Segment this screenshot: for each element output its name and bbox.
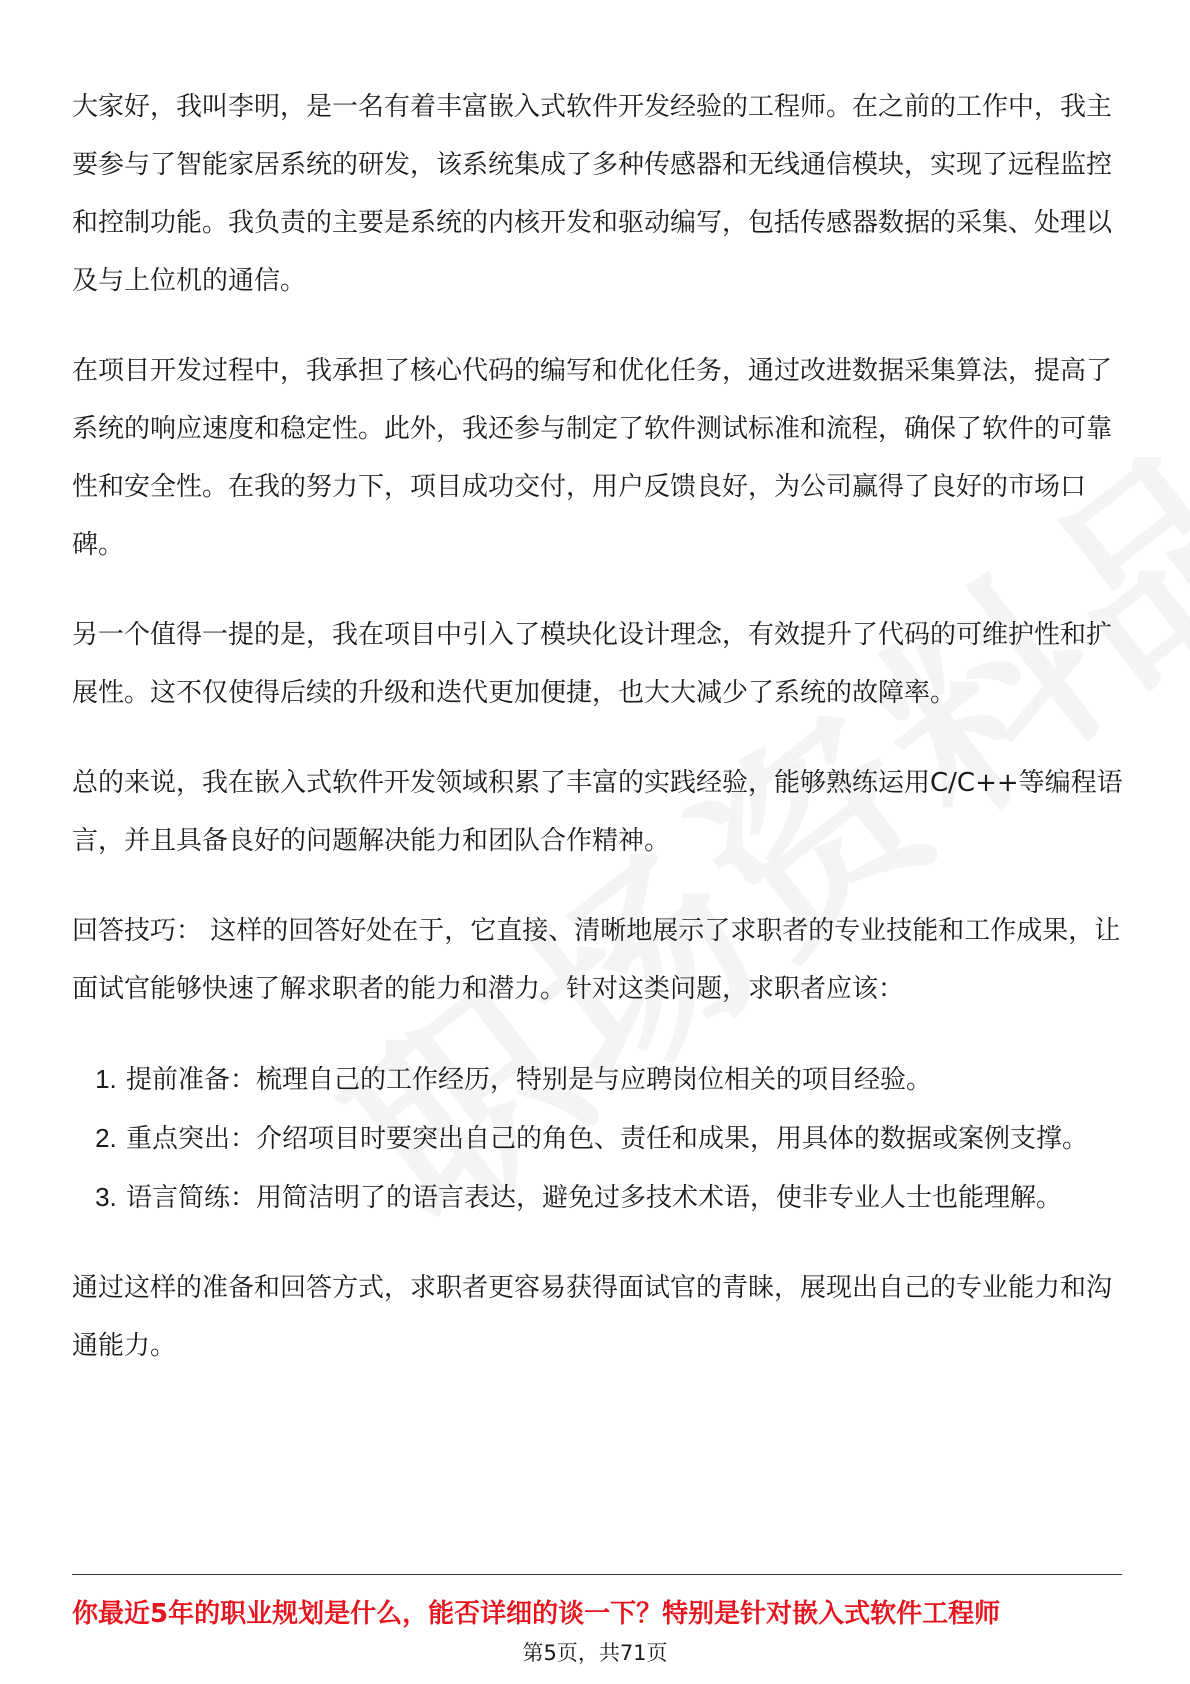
tips-list (72, 1050, 1124, 1227)
page-number: 第5页，共71页 (522, 1641, 668, 1665)
tips-intro-paragraph: 回答技巧： 这样的回答好处在于，它直接、清晰地展示了求职者的专业技能和工作成果，让面试官能够快速了解求职者的能力和潜力。针对这类问题，求职者应该： (72, 916, 1121, 1004)
summary-paragraph: 总的来说，我在嵌入式软件开发领域积累了丰富的实践经验，能够熟练运用C/C++等编程语言，并且具备良好的问题解决能力和团队合作精神。 (72, 768, 1123, 856)
footer-divider (72, 1574, 1122, 1575)
answer-body (72, 78, 1124, 1407)
project-paragraph: 在项目开发过程中，我承担了核心代码的编写和优化任务，通过改进数据采集算法，提高了系统的响应速度和稳定性。此外，我还参与制定了软件测试标准和流程，确保了软件的可靠性和安全性。在我的努力下，项目成功交付，用户反馈良好，为公司赢得了良好的市场口碑。 (72, 356, 1113, 560)
modular-design-paragraph: 另一个值得一提的是，我在项目中引入了模块化设计理念，有效提升了代码的可维护性和扩展性。这不仅使得后续的升级和迭代更加便捷，也大大减少了系统的故障率。 (72, 620, 1113, 708)
tip-item: 3. 语言简练：用简洁明了的语言表达，避免过多技术术语，使非专业人士也能理解。 (124, 1168, 1124, 1227)
tip-item: 1. 提前准备：梳理自己的工作经历，特别是与应聘岗位相关的项目经验。 (124, 1050, 1124, 1109)
tip-item: 2. 重点突出：介绍项目时要突出自己的角色、责任和成果，用具体的数据或案例支撑。 (124, 1109, 1124, 1168)
intro-paragraph: 大家好，我叫李明，是一名有着丰富嵌入式软件开发经验的工程师。在之前的工作中，我主要参与了智能家居系统的研发，该系统集成了多种传感器和无线通信模块，实现了远程监控和控制功能。我负责的主要是系统的内核开发和驱动编写，包括传感器数据的采集、处理以及与上位机的通信。 (72, 92, 1113, 296)
next-question-title: 你最近5年的职业规划是什么，能否详细的谈一下？特别是针对嵌入式软件工程师 (72, 1599, 1001, 1629)
closing-paragraph: 通过这样的准备和回答方式，求职者更容易获得面试官的青睐，展现出自己的专业能力和沟通能力。 (72, 1273, 1113, 1361)
